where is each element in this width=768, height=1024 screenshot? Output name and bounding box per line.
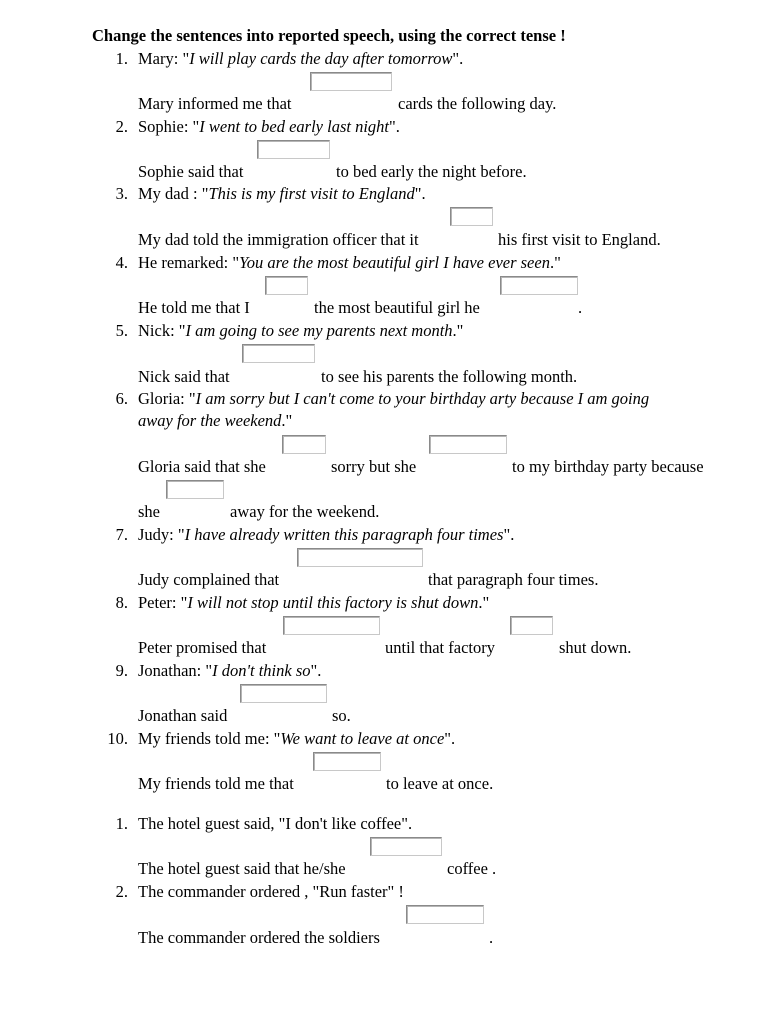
question-sentence: Jonathan: "I don't think so". bbox=[138, 661, 322, 680]
answer-prefix: My friends told me that bbox=[138, 774, 294, 793]
answer-input[interactable] bbox=[283, 616, 380, 635]
item-number: 9. bbox=[115, 661, 128, 680]
item-number: 7. bbox=[115, 525, 128, 544]
question-sentence: My dad : "This is my first visit to England". bbox=[138, 184, 426, 203]
answer-middle: she bbox=[138, 502, 160, 521]
question-sentence: My friends told me: "We want to leave at once". bbox=[138, 729, 456, 748]
question-sentence: The commander ordered , "Run faster" ! bbox=[138, 882, 404, 901]
answer-input[interactable] bbox=[282, 435, 326, 454]
item-number: 4. bbox=[115, 253, 128, 272]
item-number: 1. bbox=[115, 814, 128, 833]
answer-input[interactable] bbox=[265, 276, 308, 295]
answer-middle: until that factory bbox=[385, 638, 495, 657]
answer-input[interactable] bbox=[257, 140, 330, 159]
item-number: 6. bbox=[115, 389, 128, 408]
answer-input[interactable] bbox=[500, 276, 578, 295]
answer-suffix: coffee . bbox=[447, 859, 497, 878]
answer-middle: sorry but she bbox=[331, 457, 417, 476]
answer-suffix: to leave at once. bbox=[386, 774, 494, 793]
answer-suffix: that paragraph four times. bbox=[428, 570, 599, 589]
question-sentence-continued: away for the weekend." bbox=[138, 411, 293, 430]
item-number: 8. bbox=[115, 593, 128, 612]
page-title: Change the sentences into reported speech, using the correct tense ! bbox=[92, 26, 566, 45]
question-sentence: Judy: "I have already written this paragraph four times". bbox=[138, 525, 515, 544]
question-sentence: Mary: "I will play cards the day after tomorrow". bbox=[138, 49, 464, 68]
answer-input[interactable] bbox=[166, 480, 224, 499]
answer-suffix: so. bbox=[332, 706, 351, 725]
answer-input[interactable] bbox=[510, 616, 553, 635]
answer-prefix: Judy complained that bbox=[138, 570, 280, 589]
item-number: 5. bbox=[115, 321, 128, 340]
answer-input[interactable] bbox=[406, 905, 484, 924]
answer-middle: to my birthday party because bbox=[512, 457, 704, 476]
answer-suffix: shut down. bbox=[559, 638, 632, 657]
answer-input[interactable] bbox=[370, 837, 442, 856]
answer-suffix: to see his parents the following month. bbox=[321, 367, 578, 386]
item-number: 2. bbox=[115, 117, 128, 136]
answer-input[interactable] bbox=[297, 548, 423, 567]
item-number: 2. bbox=[115, 882, 128, 901]
answer-prefix: Peter promised that bbox=[138, 638, 267, 657]
answer-prefix: Mary informed me that bbox=[138, 94, 292, 113]
answer-suffix: . bbox=[578, 298, 583, 317]
answer-input[interactable] bbox=[450, 207, 493, 226]
item-number: 10. bbox=[107, 729, 128, 748]
question-sentence: Sophie: "I went to bed early last night". bbox=[138, 117, 400, 136]
item-number: 3. bbox=[115, 184, 128, 203]
answer-prefix: He told me that I bbox=[138, 298, 250, 317]
answer-prefix: Nick said that bbox=[138, 367, 230, 386]
answer-prefix: Sophie said that bbox=[138, 162, 244, 181]
question-sentence: Gloria: "I am sorry but I can't come to your birthday arty because I am going bbox=[138, 389, 650, 408]
item-number: 1. bbox=[115, 49, 128, 68]
answer-input[interactable] bbox=[242, 344, 315, 363]
answer-suffix: away for the weekend. bbox=[230, 502, 380, 521]
answer-suffix: to bed early the night before. bbox=[336, 162, 527, 181]
answer-middle: the most beautiful girl he bbox=[314, 298, 480, 317]
answer-suffix: cards the following day. bbox=[398, 94, 557, 113]
answer-prefix: Jonathan said bbox=[138, 706, 228, 725]
answer-input[interactable] bbox=[310, 72, 392, 91]
question-sentence: Nick: "I am going to see my parents next month." bbox=[138, 321, 464, 340]
question-sentence: The hotel guest said, "I don't like coffee". bbox=[138, 814, 413, 833]
answer-prefix: The hotel guest said that he/she bbox=[138, 859, 346, 878]
answer-input[interactable] bbox=[240, 684, 327, 703]
answer-suffix: . bbox=[489, 928, 494, 947]
answer-prefix: Gloria said that she bbox=[138, 457, 266, 476]
answer-input[interactable] bbox=[429, 435, 507, 454]
answer-prefix: The commander ordered the soldiers bbox=[138, 928, 380, 947]
question-sentence: He remarked: "You are the most beautiful girl I have ever seen." bbox=[138, 253, 561, 272]
answer-suffix: his first visit to England. bbox=[498, 230, 661, 249]
question-sentence: Peter: "I will not stop until this factory is shut down." bbox=[138, 593, 490, 612]
answer-prefix: My dad told the immigration officer that it bbox=[138, 230, 419, 249]
answer-input[interactable] bbox=[313, 752, 381, 771]
